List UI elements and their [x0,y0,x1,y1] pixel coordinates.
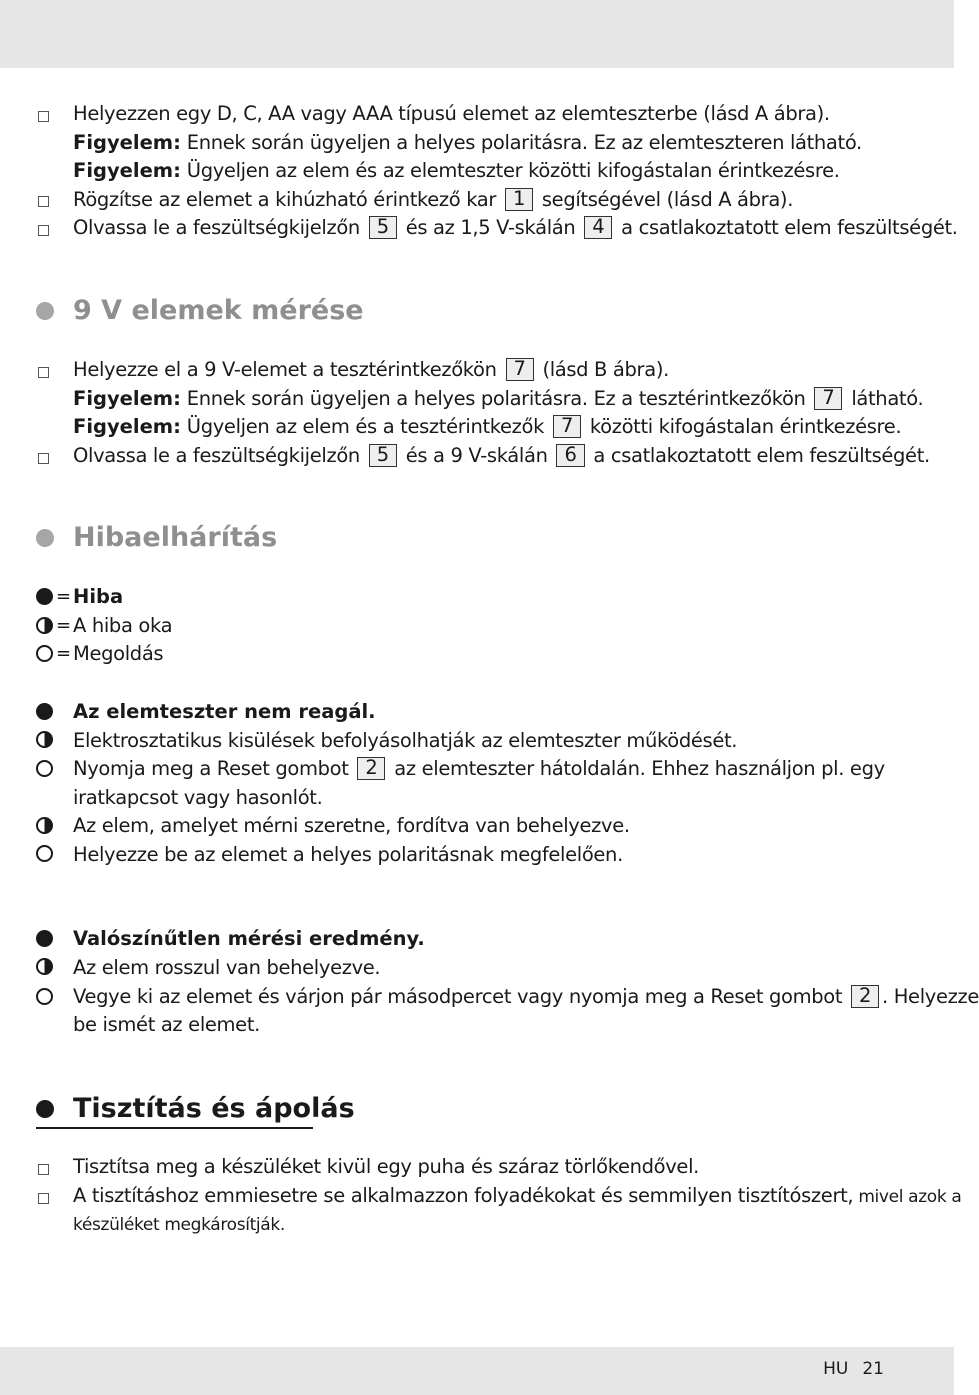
page-number: 21 [862,1359,884,1379]
legend-equals: = [56,586,72,607]
heading-troubleshooting: Hibaelhárítás [73,522,278,553]
ref-number-box: 7 [553,415,581,438]
solution-icon [36,645,53,662]
square-bullet-icon [38,196,49,207]
cause-icon [36,817,53,834]
cause-electrostatic: Elektrosztatikus kisülések befolyásolhatják az elemteszter működését. [73,729,738,752]
solution-polarity: Helyezze be az elemet a helyes polaritásnak megfelelően. [73,843,623,866]
square-bullet-icon [38,1193,49,1204]
square-bullet-icon [38,367,49,378]
cause-icon [36,731,53,748]
cleaning-warning: A tisztításhoz emmiesetre se alkalmazzon folyadékokat és semmilyen tisztítószert, mivel azok a [73,1184,962,1207]
solution-icon [36,845,53,862]
cause-icon [36,617,53,634]
cause-wrong-insert: Az elem rosszul van behelyezve. [73,956,381,979]
note-9v-contact: Figyelem: Ügyeljen az elem és a tesztérintkezők 7 közötti kifogástalan érintkezésre. [73,414,902,438]
footer-language: HU [823,1359,849,1379]
solution-icon [36,988,53,1005]
square-bullet-icon [38,225,49,236]
solution-icon [36,760,53,777]
square-bullet-icon [38,111,49,122]
ref-number-box: 4 [584,216,612,239]
footer-band [0,1347,954,1395]
instruction-fix-battery: Rögzítse az elemet a kihúzható érintkező kar 1 segítségével (lásd A ábra). [73,187,794,211]
heading-bullet-icon [36,529,54,547]
square-bullet-icon [38,1164,49,1175]
fault-icon [36,703,53,720]
cleaning-warning-cont: készüléket megkárosítják. [73,1215,285,1235]
square-bullet-icon [38,453,49,464]
heading-bullet-icon [36,302,54,320]
ref-number-box: 6 [556,444,584,467]
fault-icon [36,588,53,605]
page-footer [823,1359,884,1379]
cause-icon [36,958,53,975]
ref-number-box: 7 [814,387,842,410]
ref-number-box: 1 [505,188,533,211]
ref-number-box: 2 [851,985,879,1008]
instruction-read-voltage: Olvassa le a feszültségkijelzőn 5 és az 1,5 V-skálán 4 a csatlakoztatott elem feszültségét. [73,215,958,239]
ref-number-box: 2 [357,757,385,780]
note-9v-polarity: Figyelem: Ennek során ügyeljen a helyes polaritásra. Ez a tesztérintkezőkön 7 látható. [73,386,924,410]
note-polarity: Figyelem: Ennek során ügyeljen a helyes polaritásra. Ez az elemteszteren látható. [73,131,862,154]
instruction-read-9v: Olvassa le a feszültségkijelzőn 5 és a 9 V-skálán 6 a csatlakoztatott elem feszültségét. [73,443,930,467]
cleaning-instruction: Tisztítsa meg a készüléket kivül egy puha és száraz törlőkendővel. [73,1155,699,1178]
fault-icon [36,930,53,947]
legend-cause: A hiba oka [73,614,173,637]
header-band [0,0,954,68]
ref-number-box: 7 [506,358,534,381]
solution-reset: Nyomja meg a Reset gombot 2 az elemteszter hátoldalán. Ehhez használjon pl. egy [73,756,885,780]
ref-number-box: 5 [369,216,397,239]
heading-cleaning: Tisztítás és ápolás [73,1093,355,1124]
cause-reversed: Az elem, amelyet mérni szeretne, fordítva van behelyezve. [73,814,630,837]
legend-solution: Megoldás [73,642,164,665]
legend-fault: Hiba [73,585,124,608]
heading-9v: 9 V elemek mérése [73,295,364,326]
instruction-place-9v: Helyezze el a 9 V-elemet a tesztérintkezőkön 7 (lásd B ábra). [73,357,669,381]
ref-number-box: 5 [369,444,397,467]
heading-bullet-icon [36,1100,54,1118]
problem-implausible-result: Valószínűtlen mérési eredmény. [73,927,425,950]
problem-no-response: Az elemteszter nem reagál. [73,700,376,723]
note-contact: Figyelem: Ügyeljen az elem és az elemteszter közötti kifogástalan érintkezésre. [73,159,840,182]
solution-reinsert: Vegye ki az elemet és várjon pár másodpercet vagy nyomja meg a Reset gombot 2 . Helyezze [73,984,979,1008]
heading-underline [36,1127,313,1129]
solution-reset-cont: iratkapcsot vagy hasonlót. [73,786,323,809]
legend-equals: = [56,643,72,664]
instruction-insert-battery: Helyezzen egy D, C, AA vagy AAA típusú elemet az elemteszterbe (lásd A ábra). [73,102,830,125]
solution-reinsert-cont: be ismét az elemet. [73,1013,260,1036]
legend-equals: = [56,615,72,636]
